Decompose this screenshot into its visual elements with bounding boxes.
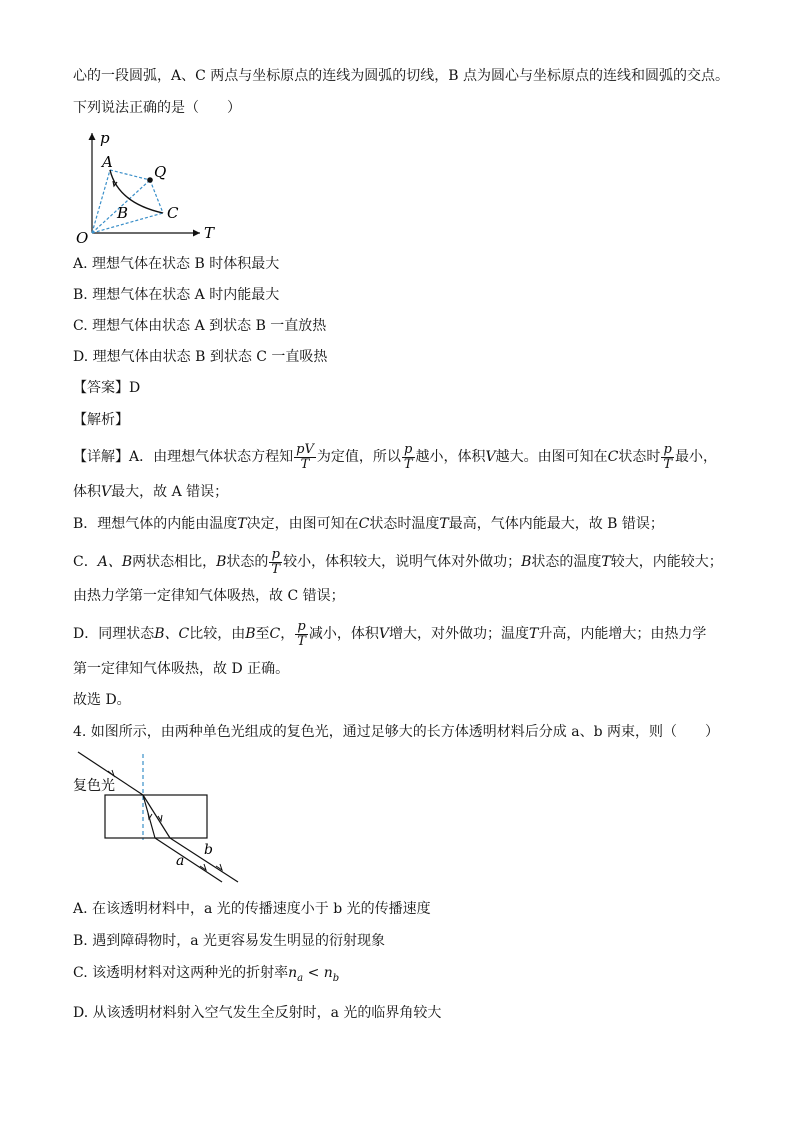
label-ray-a: a [176, 853, 185, 869]
pt-diagram [70, 125, 230, 245]
fraction-p-over-t: $\frac{p}{T}$ [271, 546, 281, 577]
q4-option-a: A. 在该透明材料中，a 光的传播速度小于 b 光的传播速度 [73, 901, 431, 917]
detail-line3: B．理想气体的内能由温度T决定，由图可知在C状态时温度T最高，气体内能最大，故 B 错误； [73, 516, 664, 532]
fraction-p-over-t: $\frac{p}{T}$ [297, 618, 306, 649]
detail-line7: 第一定律知气体吸热，故 D 正确。 [73, 661, 290, 677]
detail-line4: C．A、B两状态相比，B状态的 $\frac{p}{T}$ 较小，体积较大，说明气体对外做功；B状态的温度T较大，内能较大； [73, 546, 723, 577]
detail-line5: 由热力学第一定律知气体吸热，故 C 错误； [73, 588, 345, 604]
q3-option-a: A. 理想气体在状态 B 时体积最大 [73, 256, 280, 272]
label-t: T [204, 224, 215, 242]
label-c: C [167, 204, 179, 222]
q4-option-d: D. 从该透明材料射入空气发生全反射时，a 光的临界角较大 [73, 1005, 442, 1021]
fraction-pv-over-t: $\frac{pV}{T}$ [296, 441, 314, 472]
label-a: A [102, 153, 113, 171]
label-ray-b: b [204, 842, 213, 858]
detail-line2: 体积V最大，故 A 错误； [73, 484, 229, 500]
q4-option-b: B. 遇到障碍物时，a 光更容易发生明显的衍射现象 [73, 933, 385, 949]
point-q-dot [147, 177, 153, 183]
q3-stem-line1: 心的一段圆弧，A、C 两点与坐标原点的连线为圆弧的切线，B 点为圆心与坐标原点的连线和圆弧的交点。 [73, 68, 730, 84]
q3-analysis-label: 【解析】 [73, 412, 129, 428]
label-p: p [100, 129, 110, 147]
detail-line6: D．同理状态B、C比较，由B至C， $\frac{p}{T}$ 减小，体积V增大，对外做功；温度T升高，内能增大；由热力学 [73, 618, 707, 649]
q3-answer: 【答案】D [73, 380, 141, 396]
label-b: B [117, 204, 129, 222]
fraction-p-over-t: $\frac{p}{T}$ [663, 441, 673, 472]
detail-line8: 故选 D。 [73, 692, 131, 708]
q3-option-c: C. 理想气体由状态 A 到状态 B 一直放热 [73, 318, 327, 334]
label-q: Q [154, 163, 167, 181]
label-o: O [76, 229, 89, 245]
q4-stem: 4. 如图所示，由两种单色光组成的复色光，通过足够大的长方体透明材料后分成 a、b 两束，则（ ） [73, 724, 720, 740]
refraction-diagram [70, 748, 250, 893]
label-compound-light: 复色光 [73, 778, 115, 794]
fraction-p-over-t: $\frac{p}{T}$ [403, 441, 413, 472]
detail-line1: 【详解】A．由理想气体状态方程知 $\frac{pV}{T}$ 为定值，所以 $\frac{p}{T}$ 越小，体积V越大。由图可知在C状态时 $\frac{p}{T}$ 最小， [73, 441, 718, 472]
q3-option-d: D. 理想气体由状态 B 到状态 C 一直吸热 [73, 349, 328, 365]
q3-option-b: B. 理想气体在状态 A 时内能最大 [73, 287, 280, 303]
q3-stem-line2: 下列说法正确的是（ ） [73, 100, 241, 116]
q4-option-c: C. 该透明材料对这两种光的折射率$n_a < n_b$ [73, 965, 340, 984]
